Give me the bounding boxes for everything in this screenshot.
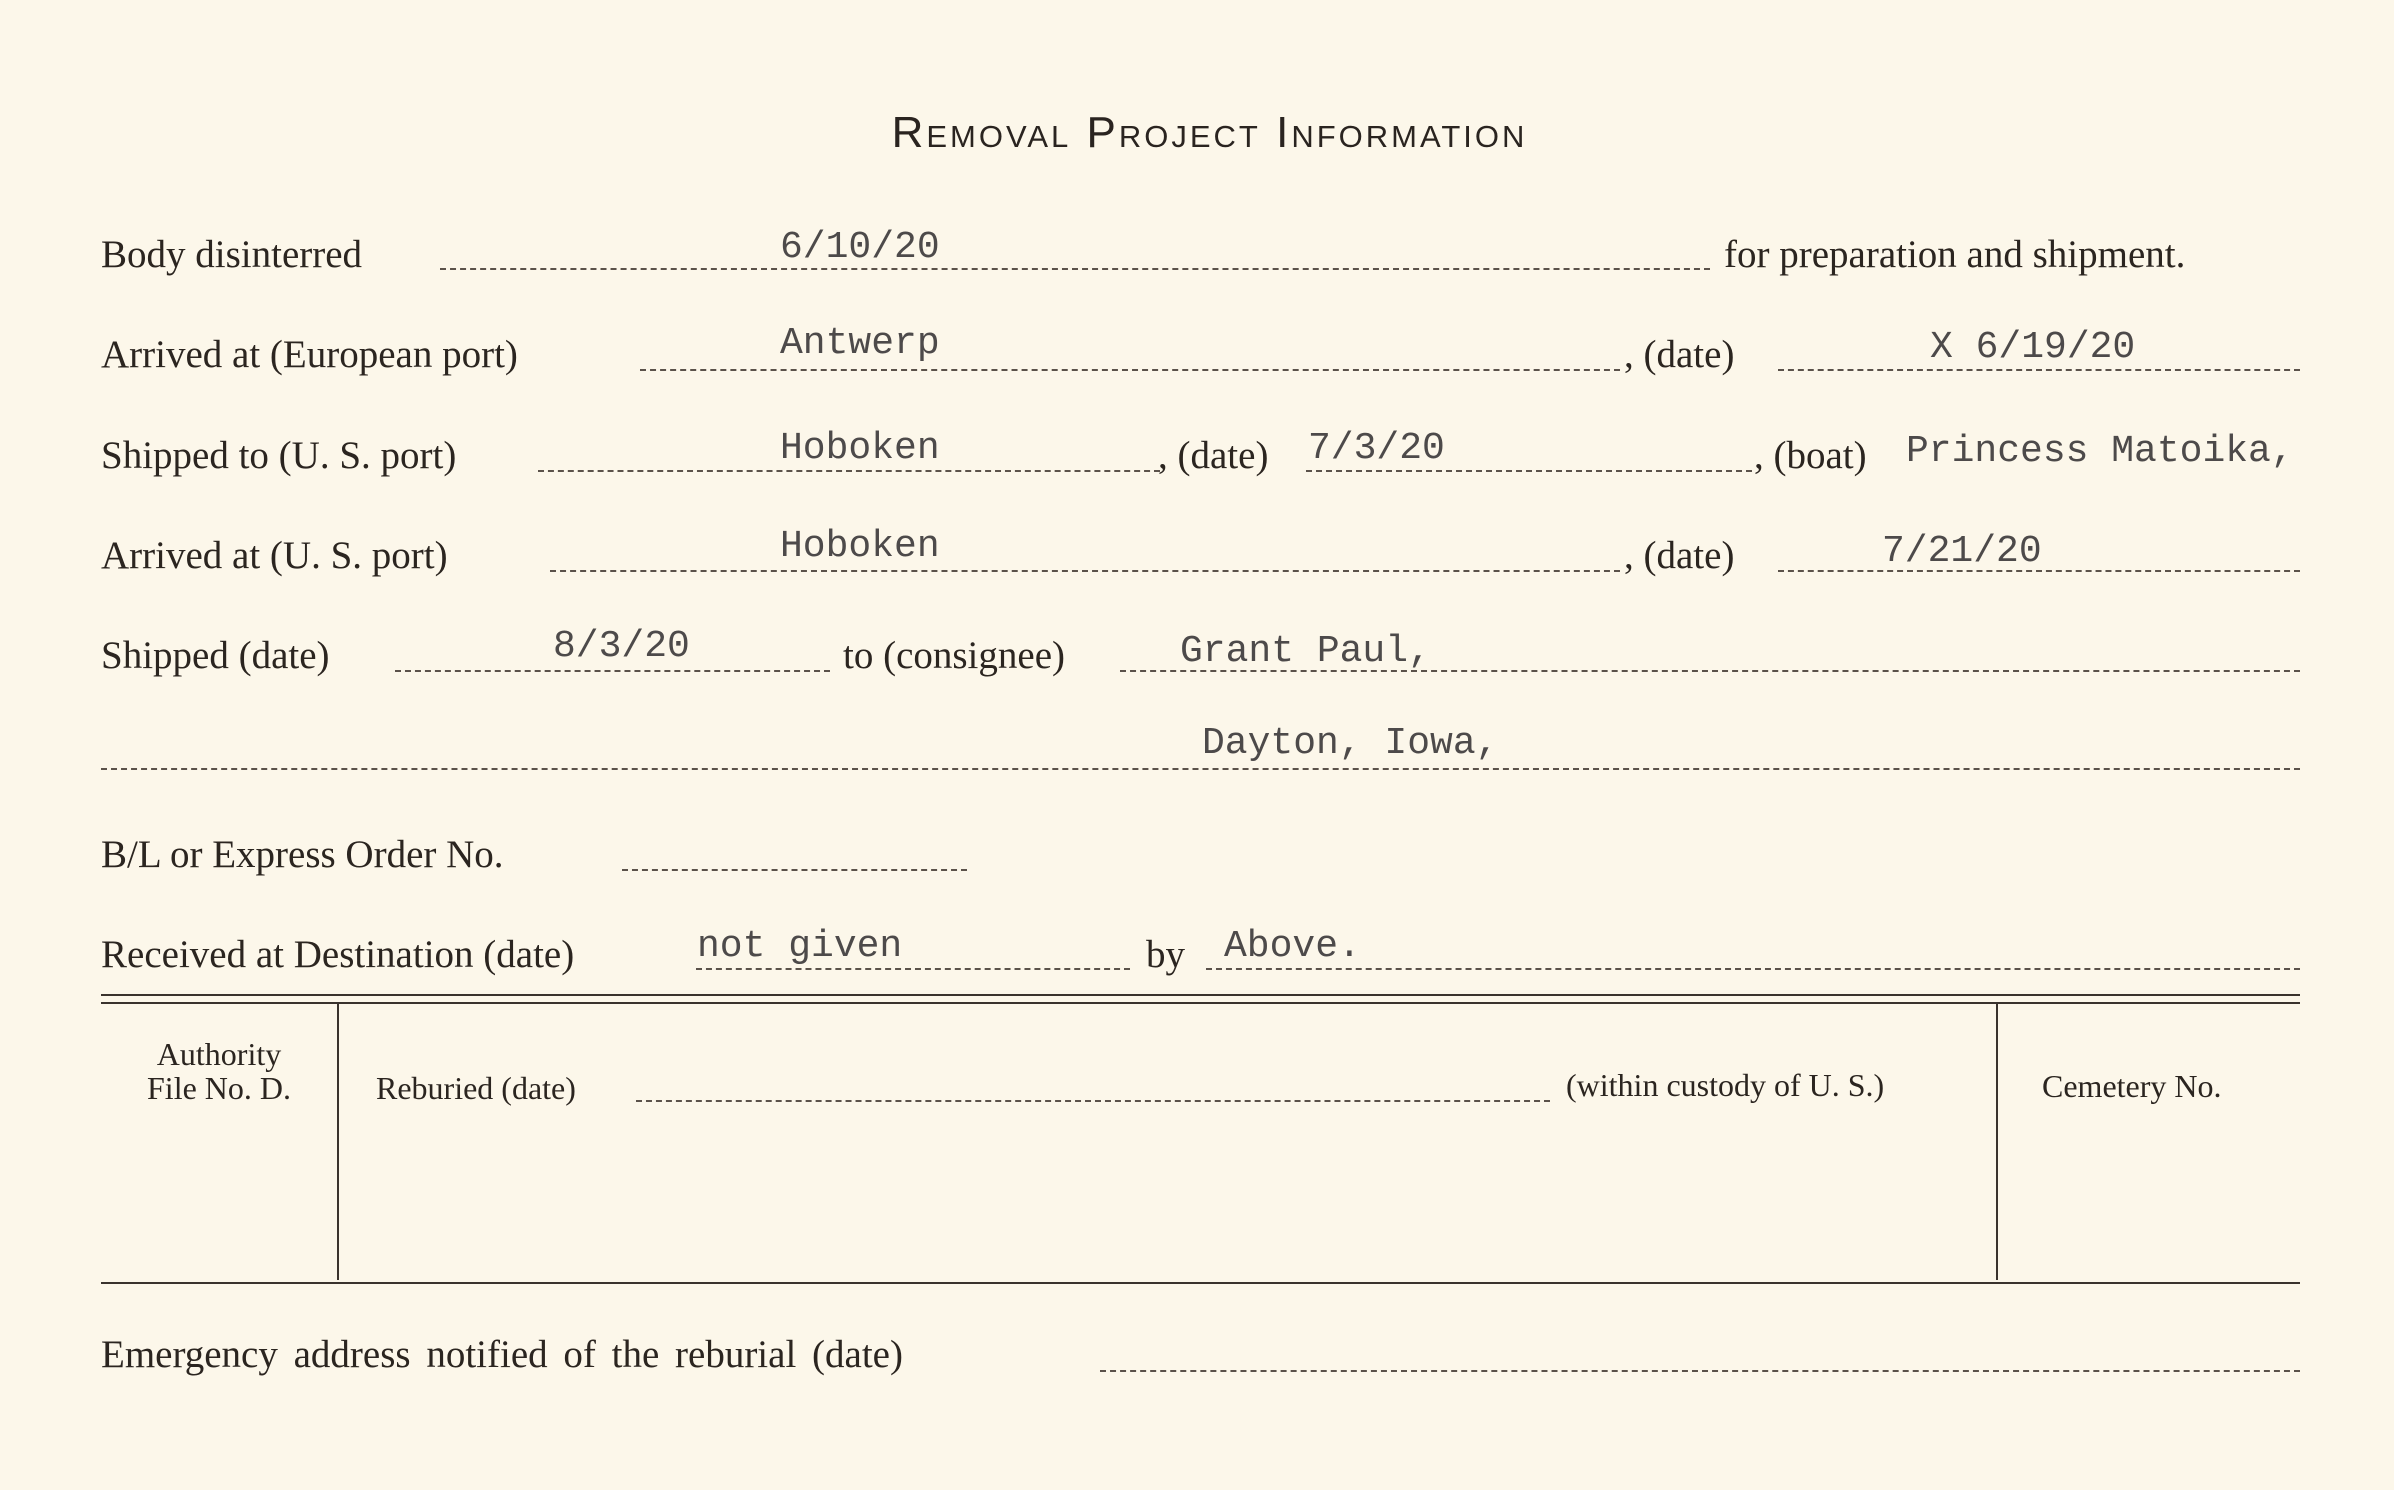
shipped-us-boat-label: , (boat)	[1754, 434, 1867, 477]
custody-label: (within custody of U. S.)	[1566, 1067, 1885, 1103]
shipped-date-label: Shipped (date)	[101, 634, 330, 677]
shipped-us-date-line	[1306, 470, 1752, 472]
shipped-date-line	[395, 670, 830, 672]
shipped-us-line	[538, 470, 1160, 472]
received-by-label: by	[1146, 933, 1185, 976]
shipped-us-label: Shipped to (U. S. port)	[101, 434, 457, 477]
disinterred-suffix: for preparation and shipment.	[1724, 233, 2186, 276]
arrived-us-date-label: , (date)	[1624, 534, 1735, 577]
arrived-us-line	[550, 570, 1620, 572]
card-title: Removal Project Information	[891, 108, 1528, 157]
table-top-rule-2	[101, 1002, 2300, 1004]
table-top-rule	[101, 994, 2300, 996]
arrived-us-date: 7/21/20	[1882, 530, 2042, 573]
bl-line	[622, 869, 967, 871]
shipped-us-date: 7/3/20	[1308, 427, 1445, 470]
shipped-date: 8/3/20	[553, 625, 690, 668]
consignee-name: Grant Paul,	[1180, 630, 1431, 673]
arrived-us-label: Arrived at (U. S. port)	[101, 534, 448, 577]
received-label: Received at Destination (date)	[101, 933, 575, 976]
table-divider-right	[1996, 1004, 1998, 1280]
consignee-address: Dayton, Iowa,	[1202, 722, 1499, 765]
bl-label: B/L or Express Order No.	[101, 833, 504, 876]
table-bottom-rule	[101, 1282, 2300, 1284]
consignee-label: to (consignee)	[843, 634, 1066, 677]
authority-label: Authority	[156, 1036, 282, 1072]
authority-file-label: File No. D.	[147, 1070, 291, 1106]
disinterred-label: Body disinterred	[101, 233, 363, 276]
shipped-us-boat: Princess Matoika,	[1906, 430, 2294, 473]
reburied-label: Reburied (date)	[376, 1070, 576, 1106]
shipped-us-port: Hoboken	[780, 427, 940, 470]
arrived-us-port: Hoboken	[780, 525, 940, 568]
received-by: Above.	[1224, 925, 1361, 968]
arrived-european-port: Antwerp	[780, 322, 940, 365]
table-divider-left	[337, 1004, 339, 1280]
disinterred-value: 6/10/20	[780, 226, 940, 269]
received-line	[696, 968, 1130, 970]
emergency-label: Emergency address notified of the reburial (date)	[101, 1333, 903, 1376]
emergency-line	[1100, 1370, 2300, 1372]
shipped-us-date-label: , (date)	[1158, 434, 1269, 477]
arrived-european-date-label: , (date)	[1624, 333, 1735, 376]
received-date: not given	[697, 925, 903, 968]
arrived-european-date-line	[1778, 369, 2300, 371]
reburied-line	[636, 1100, 1550, 1102]
consignee-address-line	[101, 768, 2300, 770]
arrived-european-line	[640, 369, 1620, 371]
cemetery-label: Cemetery No.	[2042, 1068, 2222, 1104]
arrived-european-date: X 6/19/20	[1930, 326, 2136, 369]
arrived-european-label: Arrived at (European port)	[101, 333, 518, 376]
disinterred-line	[440, 268, 1710, 270]
received-by-line	[1206, 968, 2300, 970]
